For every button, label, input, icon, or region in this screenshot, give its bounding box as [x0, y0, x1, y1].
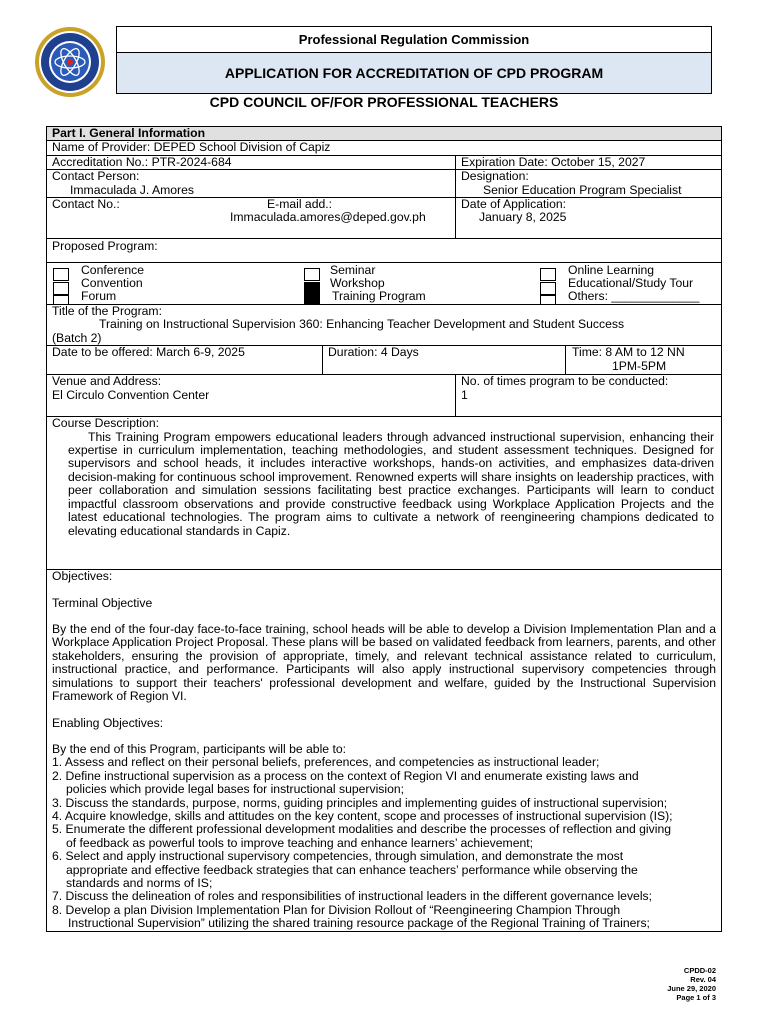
- form-revision-date: June 29, 2020: [667, 984, 716, 993]
- list-item: 2. Define instructional supervision as a process on the context of Region VI and enumerate existing laws and: [52, 768, 639, 783]
- checkbox-convention[interactable]: [53, 282, 69, 295]
- expiration-date: Expiration Date: October 15, 2027: [455, 156, 721, 169]
- program-title-label: Title of the Program:: [52, 304, 162, 319]
- contact-person-label: Contact Person:: [52, 169, 140, 184]
- list-item: appropriate and effective feedback strategies that can enhance teachers’ performance while observing the: [66, 862, 638, 877]
- terminal-objective-text: By the end of the four-day face-to-face training, school heads will be able to develop a Division Implementation Plan and a Workplace Application Project Proposal. These plans will be based on validated feedback from learners, parents, and other stakeholders, ensuring the provision of appropriate, timely, and relevant technical assistance related to curriculum, instructional practice, and performance. Participants will also apply instructional supervisory competencies through simulations to support their teachers' professional development and welfare, guided by the Instructional Supervision Framework of Region VI.: [52, 622, 716, 704]
- course-description-row: [47, 417, 721, 570]
- time-line2: 1PM-5PM: [612, 358, 667, 373]
- section-heading: Part I. General Information: [47, 127, 721, 141]
- time-cell: [565, 346, 721, 374]
- checkbox-edtour[interactable]: [540, 282, 556, 295]
- option-online: Online Learning: [568, 263, 655, 278]
- contact-person-value: Immaculada J. Amores: [70, 182, 194, 197]
- checkbox-forum[interactable]: [53, 295, 69, 304]
- checkbox-online[interactable]: [540, 268, 556, 281]
- list-item: 6. Select and apply instructional supervisory competencies, through simulation, and demonstrate the most: [52, 849, 624, 864]
- list-item: Instructional Supervision” utilizing the shared training resource package of the Regional Training of Trainers;: [68, 916, 650, 931]
- form-title: APPLICATION FOR ACCREDITATION OF CPD PROGRAM: [117, 53, 711, 93]
- council-title: CPD COUNCIL OF/FOR PROFESSIONAL TEACHERS: [209, 94, 559, 110]
- email-value: Immaculada.amores@deped.gov.ph: [230, 210, 426, 225]
- list-item: 4. Acquire knowledge, skills and attitudes on the key content, scope and processes of instructional supervision (IS);: [52, 808, 673, 823]
- objectives-row: [47, 570, 721, 930]
- duration: Duration: 4 Days: [322, 346, 565, 374]
- option-convention: Convention: [81, 276, 143, 291]
- enabling-objectives-label: Enabling Objectives:: [52, 715, 164, 730]
- enabling-objectives-list: [52, 756, 716, 930]
- list-item: 3. Discuss the standards, purpose, norms, guiding principles and implementing guides of instructional supervision;: [52, 795, 668, 810]
- option-conference: Conference: [81, 263, 145, 278]
- program-title-line1: Training on Instructional Supervision 360: Enhancing Teacher Development and Student Success: [99, 317, 625, 332]
- list-item: of feedback as powerful tools to improve teaching and enhance learners’ achievement;: [66, 835, 534, 850]
- checkbox-workshop[interactable]: [304, 282, 320, 295]
- provider-row: Name of Provider: DEPED School Division of Capiz: [47, 141, 721, 155]
- checkbox-seminar[interactable]: [304, 268, 320, 281]
- list-item: 8. Develop a plan Division Implementation Plan for Division Rollout of “Reengineering Champion Through: [52, 902, 621, 917]
- terminal-objective-label: Terminal Objective: [52, 595, 153, 610]
- general-info-table: [46, 126, 722, 932]
- contact-person-row: [47, 170, 721, 198]
- option-forum: Forum: [81, 289, 117, 304]
- list-item: standards and norms of IS;: [66, 875, 213, 890]
- date-application-label: Date of Application:: [461, 197, 567, 212]
- option-workshop: Workshop: [330, 276, 385, 291]
- contact-no-cell: [47, 198, 455, 238]
- checkbox-others[interactable]: [540, 295, 556, 304]
- list-item: 5. Enumerate the different professional development modalities and describe the processes of reflection and giving: [52, 822, 671, 837]
- venue-label: Venue and Address:: [52, 374, 162, 389]
- times-label: No. of times program to be conducted:: [461, 374, 669, 389]
- list-item: 7. Discuss the delineation of roles and responsibilities of instructional leaders in the different governance levels;: [52, 889, 653, 904]
- proposed-program-label: Proposed Program:: [47, 239, 721, 263]
- checkbox-training[interactable]: [304, 295, 320, 304]
- time-line1: Time: 8 AM to 12 NN: [572, 345, 685, 360]
- option-training: Training Program: [332, 289, 426, 304]
- course-description-label: Course Description:: [52, 416, 160, 431]
- checkbox-conference[interactable]: [53, 268, 69, 281]
- accreditation-no: Accreditation No.: PTR-2024-684: [52, 154, 232, 169]
- date-offered: Date to be offered: March 6-9, 2025: [52, 345, 245, 360]
- form-revision: Rev. 04: [690, 975, 716, 984]
- option-edtour: Educational/Study Tour: [568, 276, 694, 291]
- designation-cell: [455, 170, 721, 197]
- venue-value: El Circulo Convention Center: [52, 387, 210, 402]
- date-application-cell: [455, 198, 721, 238]
- objectives-label: Objectives:: [52, 569, 113, 584]
- prc-seal-logo: [34, 26, 106, 98]
- option-seminar: Seminar: [330, 263, 376, 278]
- option-others: Others: _____________: [568, 289, 700, 304]
- list-item: policies which provide legal bases for instructional supervision;: [66, 782, 405, 797]
- accreditation-row: [47, 156, 721, 170]
- form-header: [116, 26, 712, 94]
- venue-row: [47, 375, 721, 417]
- email-label: E-mail add.:: [267, 197, 333, 212]
- course-description-text: This Training Program empowers educational leaders through advanced instructional supervision, enhancing their expertise in curriculum implementation, teaching methodologies, and student assessment techniques. Designed for supervisors and school heads, it includes interactive workshops, hands-on activities, and emphasizes data-driven decision-making for continuous school improvement. Renowned experts will share insights on leadership practices, with peer collaboration and simulation sessions facilitating best practice exchanges. Participants will learn to conduct impactful classroom observations and provide constructive feedback using Workplace Application Projects and the latest educational technologies. The program aims to cultivate a network of reengineering champions dedicated to elevating educational standards in Capiz.: [68, 429, 714, 538]
- agency-name: Professional Regulation Commission: [117, 27, 711, 53]
- form-code: CPDD-02: [683, 966, 716, 975]
- designation-value: Senior Education Program Specialist: [483, 182, 682, 197]
- contact-person-cell: [47, 170, 455, 197]
- proposed-program-options: [47, 263, 721, 305]
- enabling-intro: By the end of this Program, participants will be able to:: [52, 741, 347, 756]
- schedule-row: [47, 346, 721, 375]
- date-application-value: January 8, 2025: [479, 210, 567, 225]
- page-number: Page 1 of 3: [676, 993, 716, 1002]
- program-title-line2: (Batch 2): [52, 330, 102, 345]
- designation-label: Designation:: [461, 169, 529, 184]
- program-title-row: [47, 305, 721, 346]
- list-item: 1. Assess and reflect on their personal beliefs, preferences, and competencies as instructional leader;: [52, 755, 600, 770]
- form-footer: [667, 966, 716, 1002]
- contact-no-label: Contact No.:: [52, 197, 120, 212]
- times-value: 1: [461, 387, 468, 402]
- times-cell: [455, 375, 721, 416]
- contact-no-row: [47, 198, 721, 239]
- venue-cell: [47, 375, 455, 416]
